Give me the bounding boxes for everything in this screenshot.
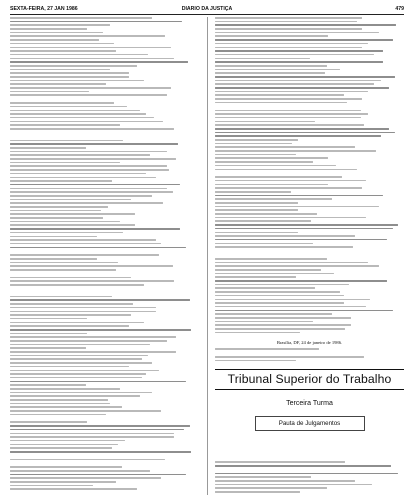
illegible-text-line: [10, 303, 133, 305]
illegible-text-line: [215, 262, 368, 264]
illegible-text-line: [215, 461, 345, 463]
illegible-text-line: [10, 269, 116, 271]
illegible-text-line: [215, 39, 393, 41]
illegible-text-line: [10, 221, 120, 223]
right-column: [215, 17, 404, 495]
illegible-text-line: [10, 459, 165, 461]
illegible-text-line: [10, 217, 103, 219]
header-page-number: 479: [395, 6, 404, 12]
illegible-text-line: [10, 121, 163, 123]
illegible-text-line: [215, 110, 361, 112]
illegible-text-line: [215, 206, 379, 208]
illegible-text-line: [215, 43, 368, 45]
illegible-text-line: [215, 302, 344, 304]
column-divider: [207, 17, 208, 495]
illegible-text-line: [215, 480, 355, 482]
illegible-text-line: [215, 235, 355, 237]
illegible-text-line: [215, 94, 344, 96]
illegible-text-line: [10, 344, 150, 346]
illegible-text-line: [10, 87, 171, 89]
illegible-text-line: [215, 239, 387, 241]
illegible-text-line: [10, 206, 108, 208]
illegible-text-line: [10, 232, 123, 234]
illegible-text-line: [10, 477, 161, 479]
illegible-text-line: [215, 195, 383, 197]
signature-lines: [215, 348, 404, 361]
illegible-text-line: [215, 50, 383, 52]
illegible-text-line: [10, 128, 174, 130]
illegible-text-line: [215, 87, 389, 89]
illegible-text-line: [215, 356, 364, 358]
illegible-text-line: [215, 232, 298, 234]
illegible-text-line: [10, 277, 131, 279]
illegible-text-line: [215, 69, 340, 71]
running-header: [10, 4, 404, 14]
illegible-text-line: [10, 333, 87, 335]
illegible-text-line: [10, 202, 163, 204]
illegible-text-line: [215, 202, 298, 204]
header-rule: [10, 14, 404, 15]
illegible-text-line: [215, 102, 347, 104]
illegible-text-line: [215, 161, 313, 163]
illegible-text-line: [10, 117, 154, 119]
illegible-text-line: [215, 273, 334, 275]
illegible-text-line: [215, 224, 398, 226]
illegible-text-line: [10, 213, 135, 215]
illegible-text-line: [10, 65, 137, 67]
illegible-text-line: [10, 173, 146, 175]
illegible-text-line: [10, 425, 190, 427]
illegible-text-line: [215, 28, 362, 30]
illegible-text-line: [215, 54, 374, 56]
illegible-text-line: [215, 47, 362, 49]
illegible-text-line: [10, 296, 112, 298]
illegible-text-line: [10, 247, 186, 249]
illegible-text-line: [10, 436, 174, 438]
illegible-text-line: [215, 295, 344, 297]
illegible-text-line: [10, 406, 122, 408]
illegible-text-line: [215, 146, 355, 148]
illegible-text-line: [10, 210, 101, 212]
illegible-text-line: [10, 177, 156, 179]
illegible-text-line: [10, 91, 89, 93]
illegible-text-line: [10, 165, 167, 167]
illegible-text-line: [10, 399, 108, 401]
illegible-text-line: [215, 258, 327, 260]
illegible-text-line: [10, 351, 176, 353]
illegible-text-line: [215, 246, 353, 248]
illegible-text-line: [10, 195, 152, 197]
illegible-text-line: [215, 280, 387, 282]
illegible-text-line: [10, 61, 188, 63]
illegible-text-line: [10, 140, 123, 142]
illegible-text-line: [10, 381, 186, 383]
illegible-text-line: [10, 429, 184, 431]
illegible-text-line: [10, 158, 176, 160]
illegible-text-line: [215, 287, 315, 289]
illegible-text-line: [10, 124, 120, 126]
illegible-text-line: [215, 113, 368, 115]
illegible-text-line: [215, 476, 311, 478]
illegible-text-line: [10, 228, 180, 230]
illegible-text-line: [215, 313, 332, 315]
agenda-body: [215, 441, 404, 495]
illegible-text-line: [10, 154, 150, 156]
illegible-text-line: [215, 121, 315, 123]
illegible-text-line: [10, 440, 125, 442]
illegible-text-line: [10, 470, 150, 472]
illegible-text-line: [10, 466, 122, 468]
illegible-text-line: [215, 184, 328, 186]
illegible-text-line: [215, 128, 389, 130]
illegible-text-line: [215, 348, 319, 350]
illegible-text-line: [10, 21, 182, 23]
illegible-text-line: [10, 58, 174, 60]
illegible-text-line: [10, 388, 120, 390]
illegible-text-line: [10, 373, 146, 375]
illegible-text-line: [10, 69, 110, 71]
illegible-text-line: [215, 61, 383, 63]
illegible-text-line: [10, 110, 140, 112]
illegible-text-line: [10, 80, 144, 82]
illegible-text-line: [10, 322, 144, 324]
illegible-text-line: [215, 220, 311, 222]
illegible-text-line: [215, 228, 393, 230]
illegible-text-line: [10, 143, 178, 145]
illegible-text-line: [215, 310, 393, 312]
illegible-text-line: [215, 150, 376, 152]
illegible-text-line: [215, 157, 328, 159]
illegible-text-line: [215, 217, 366, 219]
illegible-text-line: [10, 199, 131, 201]
illegible-text-line: [10, 147, 86, 149]
illegible-text-line: [215, 65, 327, 67]
illegible-text-line: [10, 307, 156, 309]
illegible-text-line: [10, 284, 144, 286]
illegible-text-line: [10, 83, 106, 85]
illegible-text-line: [10, 188, 167, 190]
left-column: [10, 17, 199, 495]
illegible-text-line: [10, 336, 176, 338]
illegible-text-line: [10, 299, 190, 301]
illegible-text-line: [10, 243, 161, 245]
illegible-text-line: [215, 487, 327, 489]
illegible-text-line: [10, 162, 120, 164]
illegible-text-line: [10, 366, 129, 368]
illegible-text-line: [215, 465, 391, 467]
illegible-text-line: [10, 28, 87, 30]
illegible-text-line: [10, 191, 173, 193]
illegible-text-line: [215, 21, 357, 23]
illegible-text-line: [10, 377, 142, 379]
header-title: DIARIO DA JUSTIÇA: [181, 6, 233, 12]
illegible-text-line: [10, 151, 167, 153]
illegible-text-line: [10, 47, 171, 49]
illegible-text-line: [10, 403, 110, 405]
illegible-text-line: [215, 321, 313, 323]
illegible-text-line: [215, 24, 396, 26]
illegible-text-line: [10, 329, 191, 331]
illegible-text-line: [215, 124, 364, 126]
illegible-text-line: [215, 98, 362, 100]
illegible-text-line: [10, 236, 97, 238]
illegible-text-line: [10, 314, 131, 316]
illegible-text-line: [215, 169, 357, 171]
illegible-text-line: [215, 209, 298, 211]
illegible-text-line: [215, 328, 345, 330]
illegible-text-line: [10, 258, 97, 260]
illegible-text-line: [10, 24, 110, 26]
illegible-text-line: [215, 299, 370, 301]
illegible-text-line: [10, 35, 165, 37]
illegible-text-line: [215, 17, 362, 19]
document-page: [10, 4, 404, 496]
illegible-text-line: [10, 262, 118, 264]
illegible-text-line: [215, 291, 340, 293]
illegible-text-line: [215, 332, 300, 334]
illegible-text-line: [215, 473, 398, 475]
right-column-body: [215, 17, 404, 333]
illegible-text-line: [10, 43, 114, 45]
illegible-text-line: [215, 265, 379, 267]
illegible-text-line: [10, 50, 116, 52]
illegible-text-line: [10, 433, 174, 435]
illegible-text-line: [215, 139, 298, 141]
illegible-text-line: [10, 325, 129, 327]
illegible-text-line: [215, 191, 291, 193]
illegible-text-line: [215, 213, 317, 215]
illegible-text-line: [10, 17, 152, 19]
illegible-text-line: [10, 414, 106, 416]
illegible-text-line: [215, 72, 325, 74]
illegible-text-line: [215, 83, 374, 85]
illegible-text-line: [10, 358, 142, 360]
illegible-text-line: [215, 276, 296, 278]
illegible-text-line: [10, 370, 159, 372]
illegible-text-line: [10, 169, 169, 171]
illegible-text-line: [215, 284, 349, 286]
illegible-text-line: [215, 360, 296, 362]
paragraph-gap: [215, 106, 404, 110]
illegible-text-line: [10, 485, 93, 487]
illegible-text-line: [10, 32, 103, 34]
court-heading: Tribunal Superior do Trabalho: [215, 369, 404, 390]
agenda-box: Pauta de Julgamentos: [255, 416, 365, 431]
illegible-text-line: [10, 76, 129, 78]
illegible-text-line: [10, 421, 87, 423]
illegible-text-line: [215, 269, 321, 271]
illegible-text-line: [10, 347, 86, 349]
illegible-text-line: [10, 224, 135, 226]
illegible-text-line: [10, 113, 146, 115]
illegible-text-line: [215, 180, 366, 182]
illegible-text-line: [10, 311, 156, 313]
illegible-text-line: [10, 94, 167, 96]
illegible-text-line: [215, 143, 292, 145]
illegible-text-line: [10, 180, 112, 182]
illegible-text-line: [215, 154, 296, 156]
illegible-text-line: [10, 384, 86, 386]
header-date: SEXTA-FEIRA, 27 JAN 1986: [10, 6, 78, 12]
illegible-text-line: [10, 54, 148, 56]
illegible-text-line: [10, 265, 173, 267]
dateline: Brasília, DF, 24 de janeiro de 1986.: [276, 340, 343, 346]
illegible-text-line: [10, 340, 167, 342]
illegible-text-line: [215, 317, 351, 319]
illegible-text-line: [10, 395, 140, 397]
illegible-text-line: [215, 243, 313, 245]
illegible-text-line: [10, 355, 148, 357]
illegible-text-line: [215, 198, 332, 200]
illegible-text-line: [10, 239, 156, 241]
illegible-text-line: [10, 474, 186, 476]
illegible-text-line: [215, 35, 328, 37]
illegible-text-line: [215, 32, 379, 34]
illegible-text-line: [215, 306, 366, 308]
illegible-text-line: [215, 117, 361, 119]
illegible-text-line: [215, 76, 395, 78]
illegible-text-line: [10, 481, 116, 483]
illegible-text-line: [10, 39, 99, 41]
illegible-text-line: [215, 135, 381, 137]
illegible-text-line: [215, 165, 336, 167]
illegible-text-line: [10, 447, 112, 449]
illegible-text-line: [215, 187, 362, 189]
illegible-text-line: [215, 484, 372, 486]
illegible-text-line: [215, 80, 381, 82]
illegible-text-line: [10, 410, 161, 412]
illegible-text-line: [10, 106, 127, 108]
illegible-text-line: [10, 254, 159, 256]
illegible-text-line: [215, 132, 395, 134]
illegible-text-line: [10, 102, 114, 104]
illegible-text-line: [215, 324, 351, 326]
illegible-text-line: [10, 444, 118, 446]
illegible-text-line: [215, 91, 368, 93]
illegible-text-line: [215, 176, 342, 178]
illegible-text-line: [10, 280, 174, 282]
illegible-text-line: [10, 184, 180, 186]
illegible-text-line: [10, 362, 152, 364]
illegible-text-line: [10, 392, 152, 394]
illegible-text-line: [10, 451, 191, 453]
illegible-text-line: [215, 58, 310, 60]
section-heading: Terceira Turma: [286, 400, 333, 408]
illegible-text-line: [10, 72, 129, 74]
illegible-text-line: [215, 491, 300, 493]
illegible-text-line: [10, 488, 137, 490]
illegible-text-line: [10, 318, 87, 320]
